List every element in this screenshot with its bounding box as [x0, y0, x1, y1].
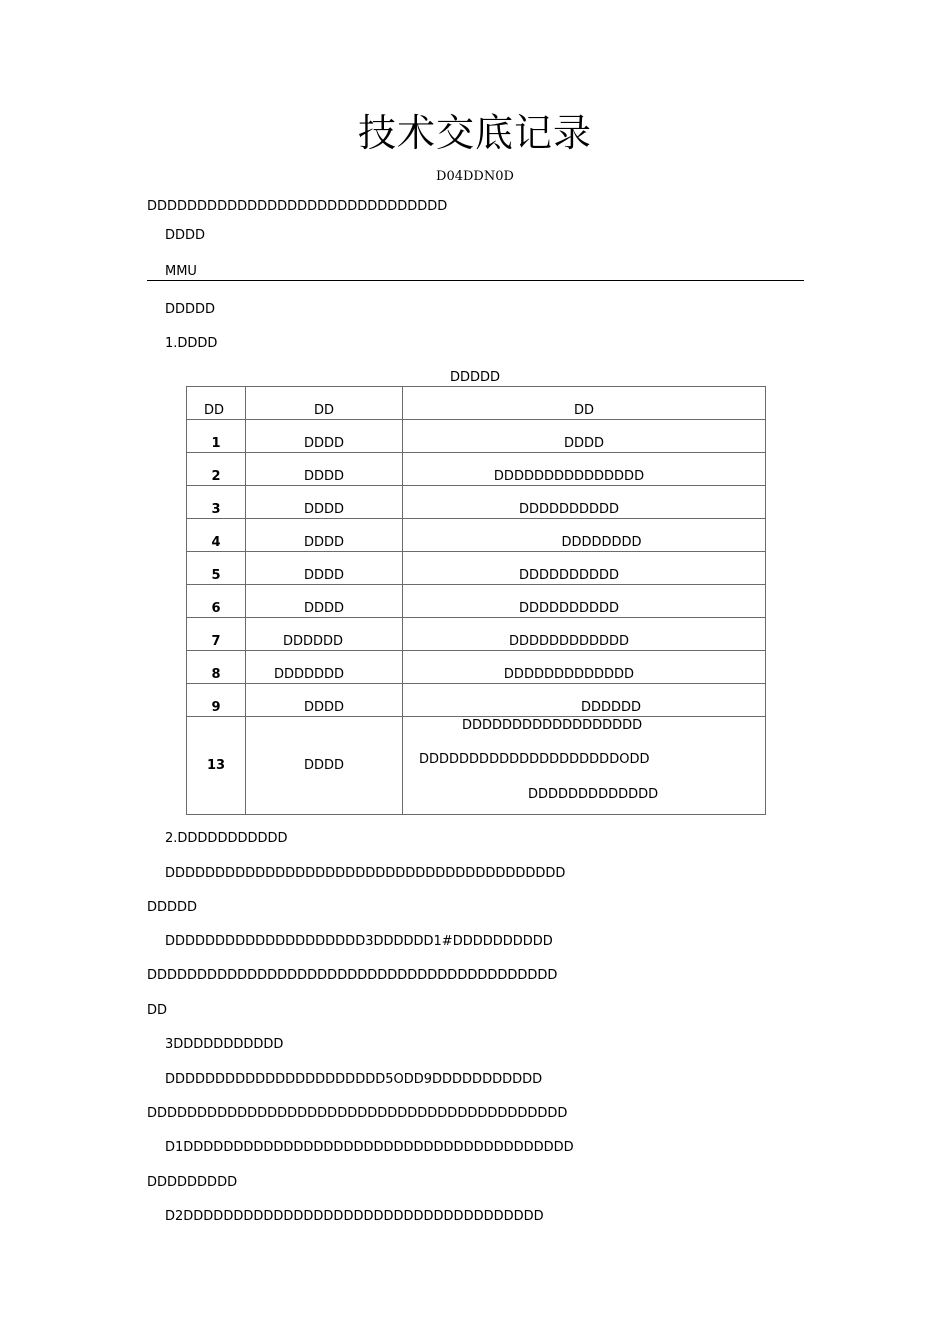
table-row [187, 684, 766, 717]
table-row [187, 618, 766, 651]
table-row [187, 420, 766, 453]
row-desc: DDDDDDDDDDDDDDD [493, 469, 645, 484]
body-line: D1DDDDDDDDDDDDDDDDDDDDDDDDDDDDDDDDDDDDDDD [165, 1140, 574, 1155]
table-row [187, 585, 766, 618]
row-name: DDDD [303, 758, 345, 773]
table-row [187, 519, 766, 552]
row-number: 5 [211, 568, 221, 583]
table-row [187, 717, 766, 815]
header-line-2: DDDD [165, 228, 206, 243]
row-desc: DDDDDDDDDDDDD [503, 667, 635, 682]
body-line: DDDDDDDDDDDDDDDDDDDDDD5ODD9DDDDDDDDDDD [165, 1072, 543, 1087]
row-name: DDDD [303, 535, 345, 550]
row-desc: DDDDDDDDDD [518, 568, 620, 583]
row-number: 4 [211, 535, 221, 550]
header-line-1: DDDDDDDDDDDDDDDDDDDDDDDDDDDDDD [147, 199, 448, 214]
row-name: DDDD [303, 568, 345, 583]
body-line: DDDDDDDDDDDDDDDDDDDD3DDDDDD1#DDDDDDDDDD [165, 934, 553, 949]
document-code: D04DDN0D [436, 169, 514, 184]
row-name: DDDD [303, 502, 345, 517]
body-line: DDDDDDDDD [147, 1175, 238, 1190]
body-line: DDDDDDDDDDDDDDDDDDDDDDDDDDDDDDDDDDDDDDDDD [147, 968, 558, 983]
table-header-row [187, 387, 766, 420]
item-3-heading: 3DDDDDDDDDDD [165, 1037, 284, 1052]
row-desc: DDDDDDDDDD [518, 502, 620, 517]
row-desc-line-3: DDDDDDDDDDDDD [528, 787, 659, 802]
table-row [187, 453, 766, 486]
table-row [187, 651, 766, 684]
row-name: DDDD [303, 700, 345, 715]
row-desc: DDDDDDDDDDDD [508, 634, 630, 649]
item-2-heading: 2.DDDDDDDDDDD [165, 831, 288, 846]
body-line: DD [147, 1003, 168, 1018]
row-number: 3 [211, 502, 221, 517]
row-number: 9 [211, 700, 221, 715]
row-desc: DDDDDDDDDD [518, 601, 620, 616]
body-line: DDDDD [147, 900, 198, 915]
row-desc-line-1: DDDDDDDDDDDDDDDDDD [462, 718, 643, 733]
table-row [187, 486, 766, 519]
row-number: 8 [211, 667, 221, 682]
row-number: 7 [211, 634, 221, 649]
section-heading: DDDDD [165, 302, 216, 317]
item-1-heading: 1.DDDD [165, 336, 218, 351]
row-desc-line-2: DDDDDDDDDDDDDDDDDDDDODD [419, 752, 650, 767]
table-header-cell: DD [246, 387, 403, 420]
table-caption: DDDDD [449, 370, 501, 385]
row-number: 2 [211, 469, 221, 484]
body-line: D2DDDDDDDDDDDDDDDDDDDDDDDDDDDDDDDDDDDD [165, 1209, 544, 1224]
row-number: 6 [211, 601, 221, 616]
table-header-cell: DD [187, 387, 246, 420]
row-desc: DDDDDD [580, 700, 642, 715]
row-name: DDDDDD [282, 634, 344, 649]
row-desc: DDDD [563, 436, 605, 451]
spec-table [186, 386, 766, 815]
table-row [187, 552, 766, 585]
page-title: 技术交底记录 [357, 111, 592, 155]
table-header-cell: DD [403, 387, 766, 420]
row-name: DDDD [303, 436, 345, 451]
row-desc: DDDDDDDD [561, 535, 642, 550]
row-name: DDDDDDD [273, 667, 345, 682]
header-divider [147, 280, 804, 281]
body-line: DDDDDDDDDDDDDDDDDDDDDDDDDDDDDDDDDDDDDDDDDD [147, 1106, 568, 1121]
header-line-3: MMU [165, 264, 197, 279]
row-number: 13 [206, 758, 226, 773]
row-name: DDDD [303, 601, 345, 616]
row-name: DDDD [303, 469, 345, 484]
body-line: DDDDDDDDDDDDDDDDDDDDDDDDDDDDDDDDDDDDDDDD [165, 866, 566, 881]
row-number: 1 [211, 436, 221, 451]
